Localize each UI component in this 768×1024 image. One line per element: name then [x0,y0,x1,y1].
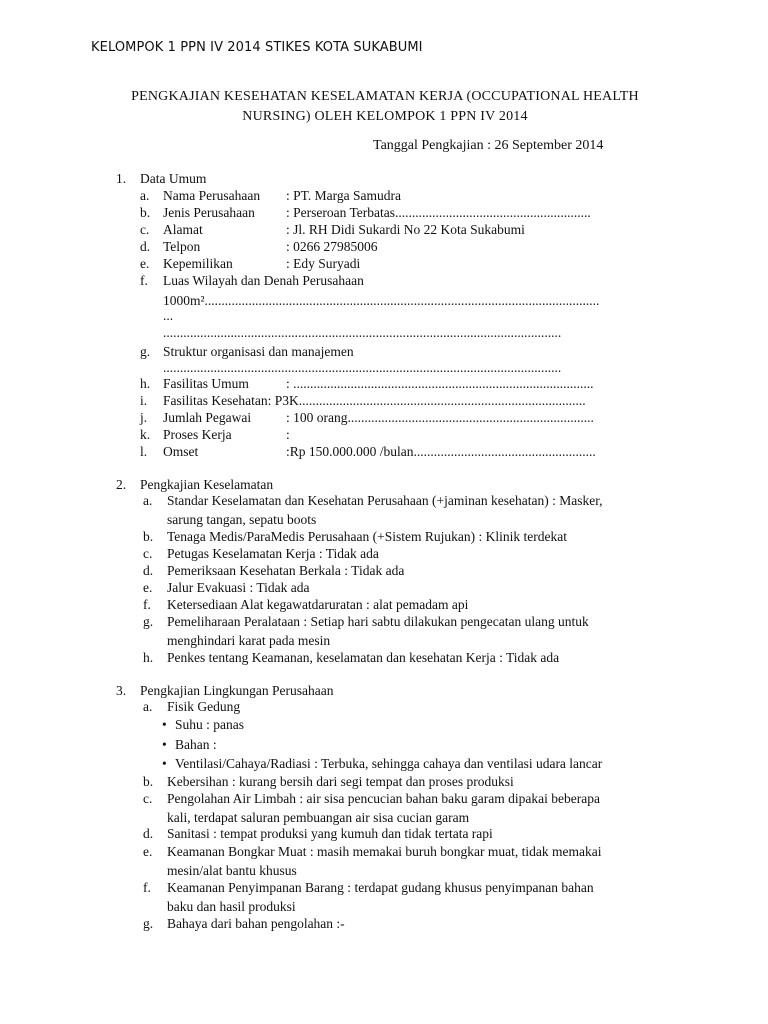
title-line-1: PENGKAJIAN KESEHATAN KESELAMATAN KERJA (OCCUPATIONAL HEALTH [131,89,639,104]
section-1-number: 1. [116,171,127,186]
field-label: Telpon [163,239,201,254]
list-marker: f. [140,273,148,288]
assessment-date: Tanggal Pengkajian : 26 September 2014 [373,138,604,153]
list-marker: d. [143,826,154,841]
list-item: Jalur Evakuasi : Tidak ada [167,580,310,595]
list-item: Ventilasi/Cahaya/Radiasi : Terbuka, sehingga cahaya dan ventilasi udara lancar [175,756,603,771]
list-item: Bahaya dari bahan pengolahan :- [167,916,345,931]
list-marker: g. [143,614,154,629]
list-marker: e. [143,580,153,595]
list-marker: f. [143,597,151,612]
list-item: baku dan hasil produksi [167,899,296,914]
field-label: Proses Kerja [163,427,232,442]
list-item: Keamanan Bongkar Muat : masih memakai buruh bongkar muat, tidak memakai [167,844,602,859]
field-value: : 100 orang......................................................................... [286,410,594,425]
field-label: Luas Wilayah dan Denah Perusahaan [163,273,364,288]
list-item: sarung tangan, sepatu boots [167,512,317,527]
field-label: Alamat [163,222,203,237]
field-value: ... [163,308,174,323]
list-item: Tenaga Medis/ParaMedis Perusahaan (+Sistem Rujukan) : Klinik terdekat [167,529,567,544]
list-marker: d. [143,563,154,578]
list-marker: a. [143,699,153,714]
field-value: ...................................................................................................................... [163,325,562,340]
list-item: Petugas Keselamatan Kerja : Tidak ada [167,546,379,561]
list-item: Standar Keselamatan dan Kesehatan Perusahaan (+jaminan kesehatan) : Masker, [167,493,603,508]
list-marker: d. [140,239,151,254]
field-label: Struktur organisasi dan manajemen [163,344,354,359]
field-value: : Jl. RH Didi Sukardi No 22 Kota Sukabumi [286,222,525,237]
list-item: Keamanan Penyimpanan Barang : terdapat gudang khusus penyimpanan bahan [167,880,594,895]
list-marker: a. [143,493,153,508]
field-label: Jumlah Pegawai [163,410,252,425]
list-marker: c. [143,791,153,806]
list-marker: e. [140,256,150,271]
list-marker: f. [143,880,151,895]
field-value: :Rp 150.000.000 /bulan...................................................... [286,444,596,459]
list-marker: c. [143,546,153,561]
list-marker: g. [140,344,151,359]
section-3-title: Pengkajian Lingkungan Perusahaan [140,683,334,698]
bullet-icon: • [162,717,167,732]
field-value: ...................................................................................................................... [163,360,562,375]
field-label: Nama Perusahaan [163,188,261,203]
field-value: 1000m²..................................................................................................................... [163,293,600,308]
list-item: Bahan : [175,737,217,752]
bullet-icon: • [162,756,167,771]
list-item: Pemeliharaan Peralataan : Setiap hari sabtu dilakukan pengecatan ulang untuk [167,614,589,629]
section-1-title: Data Umum [140,171,207,186]
list-marker: h. [140,376,151,391]
field-label: Omset [163,444,199,459]
list-marker: l. [140,444,148,459]
page-header: KELOMPOK 1 PPN IV 2014 STIKES KOTA SUKABUMI [91,40,423,55]
list-item: menghindari karat pada mesin [167,633,331,648]
field-value: : PT. Marga Samudra [286,188,401,203]
list-marker: a. [140,188,150,203]
list-item: mesin/alat bantu khusus [167,863,297,878]
field-value: : ......................................................................................... [286,376,594,391]
list-item: Sanitasi : tempat produksi yang kumuh dan tidak tertata rapi [167,826,493,841]
list-marker: b. [140,205,151,220]
section-2-number: 2. [116,477,127,492]
list-marker: c. [140,222,150,237]
list-item: kali, terdapat saluran pembuangan air sisa cucian garam [167,810,470,825]
document-title [100,87,670,127]
list-item: Kebersihan : kurang bersih dari segi tempat dan proses produksi [167,774,514,789]
field-label: Fasilitas Umum [163,376,249,391]
title-line-2: NURSING) OLEH KELOMPOK 1 PPN IV 2014 [242,109,528,124]
list-item: Pemeriksaan Kesehatan Berkala : Tidak ada [167,563,405,578]
field-value: : Edy Suryadi [286,256,361,271]
list-marker: i. [140,393,148,408]
list-item: Penkes tentang Keamanan, keselamatan dan kesehatan Kerja : Tidak ada [167,650,560,665]
section-3-number: 3. [116,683,127,698]
section-2-title: Pengkajian Keselamatan [140,477,274,492]
field-value: : Perseroan Terbatas.......................................................... [286,205,591,220]
list-marker: j. [140,410,148,425]
list-marker: e. [143,844,153,859]
list-marker: g. [143,916,154,931]
bullet-icon: • [162,737,167,752]
field-value: : [286,427,290,442]
list-item: Fisik Gedung [167,699,241,714]
list-item: Suhu : panas [175,717,244,732]
list-marker: b. [143,529,154,544]
field-value: : 0266 27985006 [286,239,378,254]
list-marker: h. [143,650,154,665]
field-label: Jenis Perusahaan [163,205,255,220]
list-marker: k. [140,427,151,442]
field-label: Fasilitas Kesehatan: P3K..................................................................................... [163,393,586,408]
list-item: Pengolahan Air Limbah : air sisa pencucian bahan baku garam dipakai beberapa [167,791,600,806]
field-label: Kepemilikan [163,256,233,271]
list-marker: b. [143,774,154,789]
list-item: Ketersediaan Alat kegawatdaruratan : alat pemadam api [167,597,469,612]
